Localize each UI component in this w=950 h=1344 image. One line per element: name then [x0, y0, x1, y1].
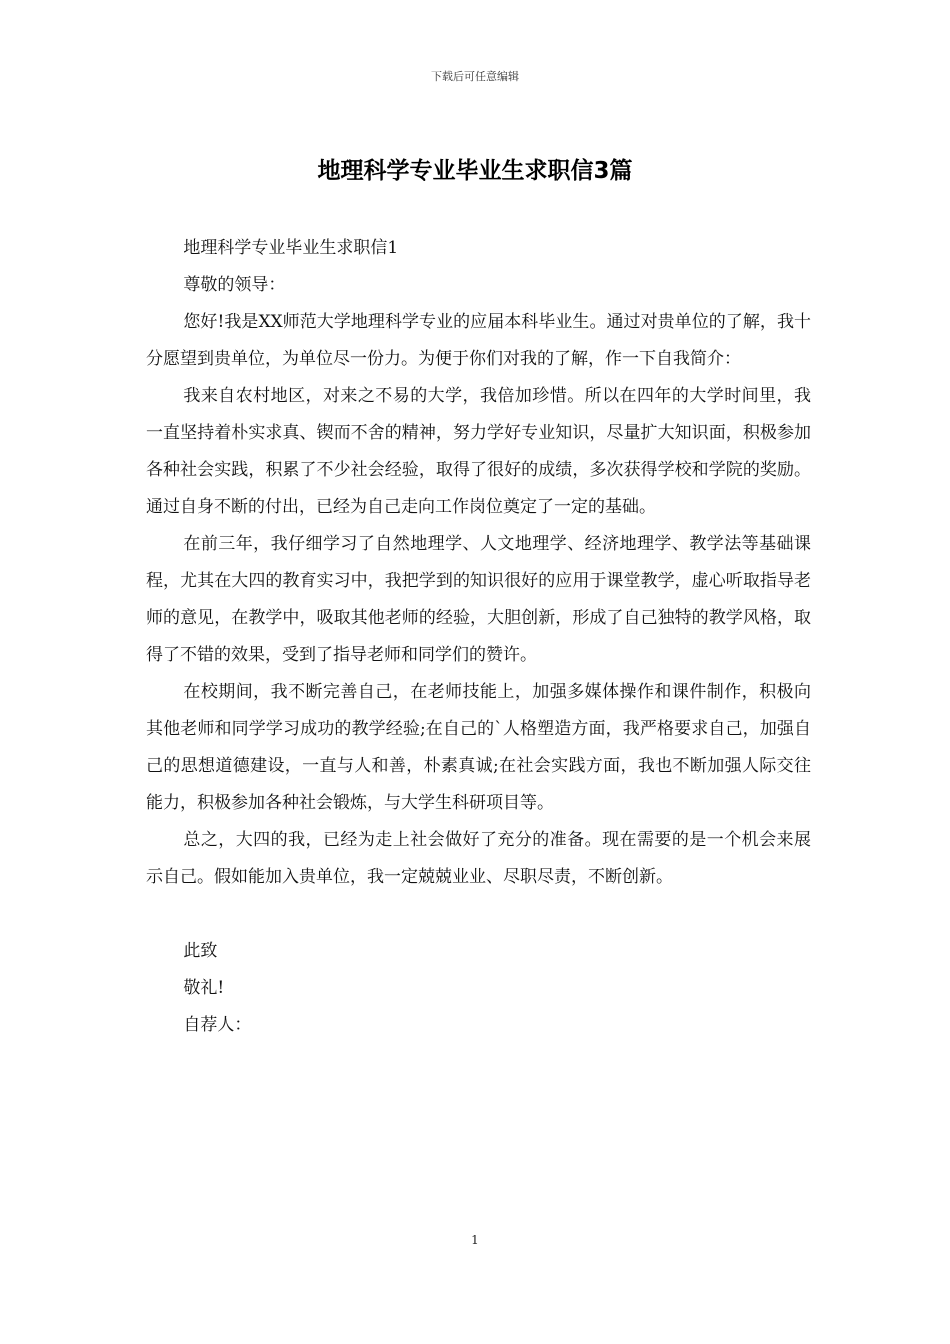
page-number: 1 — [471, 1233, 479, 1247]
letter-paragraph: 在校期间，我不断完善自己，在老师技能上，加强多媒体操作和课件制作，积极向其他老师和同学学习成功的教学经验;在自己的`人格塑造方面，我严格要求自己，加强自己的思想道德建设，一直与人和善，朴素真诚;在社会实践方面，我也不断加强人际交往能力，积极参加各种社会锻炼，与大学生科研项目等。 — [146, 682, 811, 813]
letter-paragraph: 我来自农村地区，对来之不易的大学，我倍加珍惜。所以在四年的大学时间里，我一直坚持着朴实求真、锲而不舍的精神，努力学好专业知识，尽量扩大知识面，积极参加各种社会实践，积累了不少社会经验，取得了很好的成绩，多次获得学校和学院的奖励。通过自身不断的付出，已经为自己走向工作岗位奠定了一定的基础。 — [146, 386, 811, 517]
letter-regards: 敬礼! — [183, 978, 225, 998]
letter-paragraph: 您好!我是XX师范大学地理科学专业的应届本科毕业生。通过对贵单位的了解，我十分愿望到贵单位，为单位尽一份力。为便于你们对我的了解，作一下自我简介： — [146, 312, 811, 369]
letter-salutation: 尊敬的领导： — [183, 275, 286, 295]
document-title: 地理科学专业毕业生求职信3篇 — [317, 158, 633, 184]
letter-paragraph: 在前三年，我仔细学习了自然地理学、人文地理学、经济地理学、教学法等基础课程，尤其在大四的教育实习中，我把学到的知识很好的应用于课堂教学，虚心听取指导老师的意见，在教学中，吸取其他老师的经验，大胆创新，形成了自己独特的教学风格，取得了不错的效果，受到了指导老师和同学们的赞许。 — [146, 534, 811, 665]
letter-signature-label: 自荐人： — [183, 1015, 252, 1035]
header-note: 下载后可任意编辑 — [431, 70, 519, 83]
letter-closing: 此致 — [183, 941, 218, 961]
paragraph-gap — [146, 896, 811, 933]
letter-body — [146, 230, 811, 1044]
letter-subtitle: 地理科学专业毕业生求职信1 — [183, 238, 399, 258]
letter-paragraph: 总之，大四的我，已经为走上社会做好了充分的准备。现在需要的是一个机会来展示自己。假如能加入贵单位，我一定兢兢业业、尽职尽责，不断创新。 — [146, 830, 811, 887]
